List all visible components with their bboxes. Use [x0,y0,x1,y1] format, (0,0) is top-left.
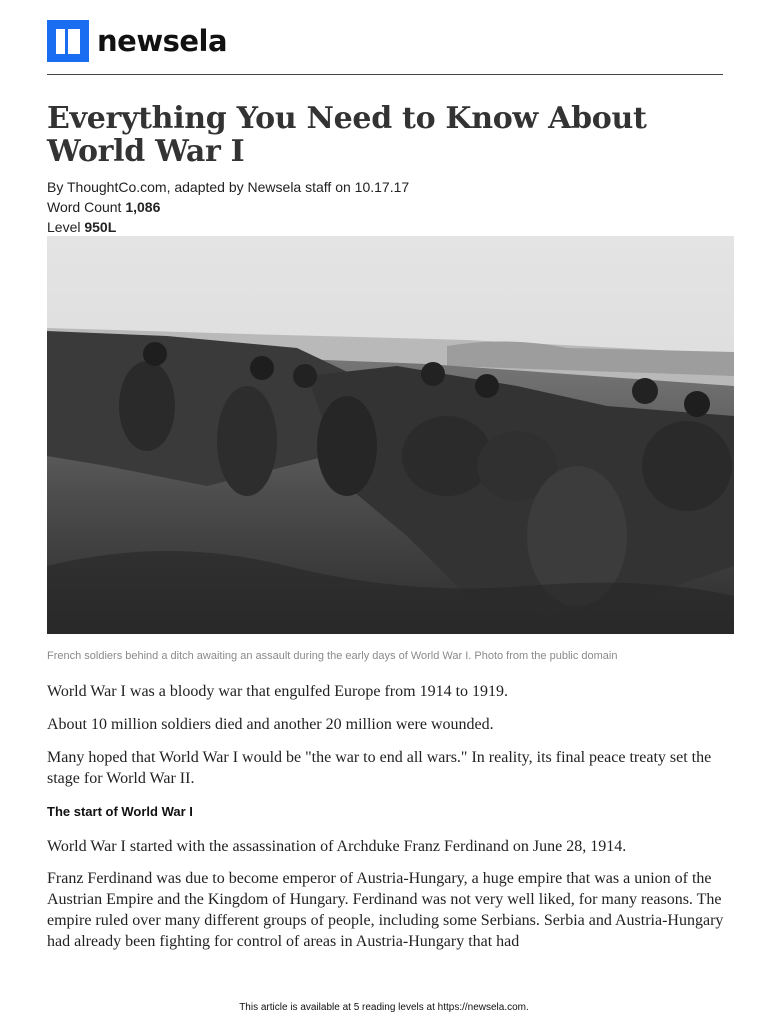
logo-bar-left [56,29,65,54]
page-footer: This article is available at 5 reading levels at https://newsela.com. [239,1002,529,1013]
article-title: Everything You Need to Know About World War I [47,101,647,169]
word-count-row [47,197,409,217]
logo-bar-right [68,29,80,54]
section-paragraph-2: Franz Ferdinand was due to become emperor of Austria-Hungary, a huge empire that was a union of the Austrian Empire and the Kingdom of Hungary. Ferdinand was not very well liked, for many reasons. The empire ruled over many different groups of people, including some Serbians. Serbia and Austria-Hungary had already been fighting for control of areas in Austria-Hungary that had [47,870,724,950]
paragraph-3: Many hoped that World War I would be "the war to end all wars." In reality, its final peace treaty set the stage for World War II. [47,749,712,787]
site-header [47,18,227,64]
article-photo [47,236,734,634]
word-count-label: Word Count [47,199,122,215]
word-count-value: 1,086 [125,199,161,215]
level-label: Level [47,219,81,235]
photo-caption: French soldiers behind a ditch awaiting an assault during the early days of World War I. Photo from the public domain [47,650,618,662]
section-heading: The start of World War I [47,804,193,819]
newsela-logo-icon[interactable] [47,20,89,62]
article-meta [47,177,409,237]
level-value: 950L [84,219,117,235]
logo-wordmark[interactable]: newsela [97,24,228,58]
header-divider [47,74,723,75]
paragraph-2: About 10 million soldiers died and another 20 million were wounded. [47,716,494,733]
section-paragraph-1: World War I started with the assassination of Archduke Franz Ferdinand on June 28, 1914. [47,838,627,855]
paragraph-1: World War I was a bloody war that engulfed Europe from 1914 to 1919. [47,683,509,700]
byline: By ThoughtCo.com, adapted by Newsela staff on 10.17.17 [47,179,410,195]
level-row [47,217,409,237]
